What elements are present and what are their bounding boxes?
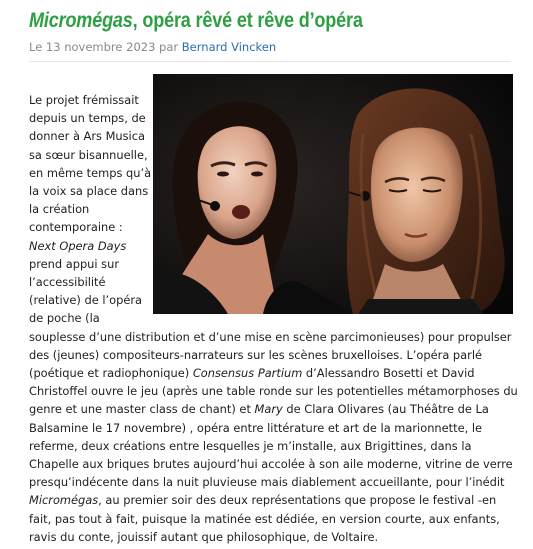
article-title [29,9,363,33]
title-next-opera-days: Next Opera Days [29,238,127,253]
body-text-5: , au premier soir des deux représentations que propose le festival -en fait, pas tout à fait, puisque la matinée est dédiée, en version courte, aux enfants, ravis du conte, jouissif autant que philosophique, de Voltaire. [29,493,500,544]
photo-float-space [152,91,518,315]
title-micromegas: Micromégas [29,493,99,508]
article-date: Le 13 novembre 2023 par [29,40,182,54]
article-title-rest: , opéra rêvé et rêve d’opéra [132,9,363,32]
article-meta [29,40,276,54]
article-body [29,91,518,546]
title-consensus-partium: Consensus Partium [192,366,303,381]
title-divider [29,61,511,62]
body-text-4: de Clara Olivares (au Théâtre de La Balsamine le 17 novembre) , opéra entre littérature et art de la marionnette, le referme, deux créations entre lesquelles je m’installe, aux Brigittines, dans la Chapelle aux briques brutes aujourd’hui accolée à son aile moderne, vitrine de verre presqu’indécente dans la nuit pluvieuse mais diablement accueillante, pour l’inédit [29,402,513,490]
article-title-italic: Micromégas [29,9,133,32]
body-text-1: Le projet frémissait depuis un temps, de donner à Ars Musica sa sœur bisannuelle, en même temps qu’à la voix sa place dans la création contemporaine : [29,93,152,235]
body-text-3: d’Alessandro Bosetti et David Christoffel ouvre le jeu (après une table ronde sur les potentielles métamorphoses du genre et une master class de chant) et [29,366,518,417]
author-link[interactable]: Bernard Vincken [181,40,277,54]
title-mary: Mary [254,402,283,417]
body-text-2: prend appui sur l’accessibilité (relative) de l’opéra de poche (la souplesse d’une distribution et d’une mise en scène parcimonieuses) pour propulser des (jeunes) compositeurs-narrateurs sur les scènes bruxelloises. L’opéra parlé (poétique et radiophonique) [29,256,512,381]
